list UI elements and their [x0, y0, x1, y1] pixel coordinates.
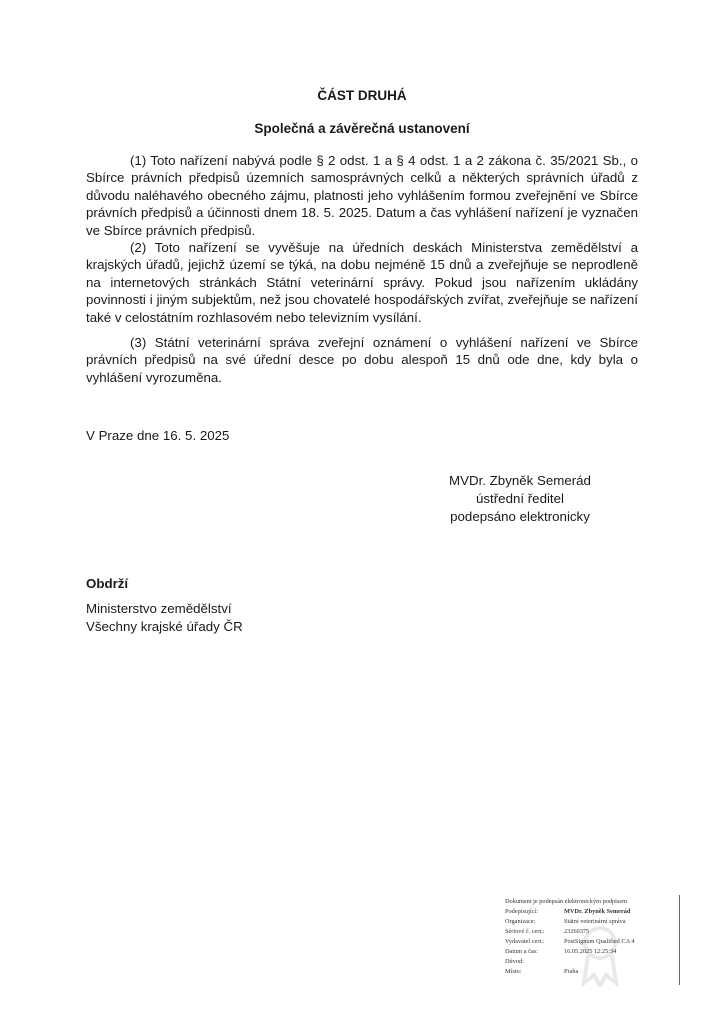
place-and-date: V Praze dne 16. 5. 2025: [86, 428, 230, 443]
signature-row: [505, 957, 685, 967]
signature-value: Státní veterinární správa: [564, 918, 626, 925]
signature-value: MVDr. Zbyněk Semerád: [564, 908, 631, 915]
signature-label: Důvod:: [505, 958, 524, 965]
signer-name: MVDr. Zbyněk Semerád: [449, 473, 591, 488]
signer-note: podepsáno elektronicky: [450, 509, 590, 524]
recipients-list: [86, 600, 243, 636]
signature-row: [505, 937, 685, 947]
signature-row: [505, 917, 685, 927]
signer-position: ústřední ředitel: [476, 491, 564, 506]
signature-heading: Dokument je podepsán elektronickým podpisem: [505, 898, 628, 905]
signature-value: 16.05.2025 12:25:34: [564, 948, 617, 955]
part-title: ČÁST DRUHÁ: [317, 88, 407, 103]
signer-block: [430, 472, 610, 526]
signature-label: Datum a čas:: [505, 948, 538, 955]
signature-label: Místo:: [505, 968, 522, 975]
signature-row: [505, 947, 685, 957]
electronic-signature-block: [505, 897, 685, 992]
signature-label: Organizace:: [505, 918, 536, 925]
signature-label: Vydavatel cert.:: [505, 938, 545, 945]
paragraph-2: (2) Toto nařízení se vyvěšuje na úředních deskách Ministerstva zemědělství a krajských úřadů, jejichž území se týká, na dobu nejméně 15 dnů a zveřejňuje se neprodleně na internetových stránkách Státní veterinární správy. Pokud jsou nařízením ukládány povinnosti i jiným subjektům, než jsou chovatelé hospodářských zvířat, zveřejňuje se nařízení také v celostátním rozhlasovém nebo televizním vysílání.: [86, 240, 638, 325]
signature-value: [564, 957, 685, 967]
signature-value: 23260375: [564, 928, 590, 935]
signature-row: [505, 927, 685, 937]
signature-label: Sériové č. cert.:: [505, 928, 545, 935]
paragraph-3: (3) Státní veterinární správa zveřejní oznámení o vyhlášení nařízení ve Sbírce právních předpisů na své úřední desce po dobu alespoň 15 dnů ode dne, kdy byla o vyhlášení vyrozuměna.: [86, 335, 638, 385]
paragraph-1: (1) Toto nařízení nabývá podle § 2 odst. 1 a § 4 odst. 1 a 2 zákona č. 35/2021 Sb., o Sbírce právních předpisů územních samosprávných celků a některých správních úřadů z důvodu naléhavého obecného zájmu, platnosti jeho vyhlášením formou zveřejnění ve Sbírce právních předpisů a účinnosti dnem 18. 5. 2025. Datum a čas vyhlášení nařízení je vyznačen ve Sbírce právních předpisů.: [86, 153, 638, 238]
recipient-item: Všechny krajské úřady ČR: [86, 619, 243, 634]
signature-label: Podepisující:: [505, 908, 538, 915]
recipients-title: Obdrží: [86, 576, 129, 591]
signature-row: [505, 967, 685, 977]
signature-row: [505, 907, 685, 917]
signature-value: Praha: [564, 968, 579, 975]
signature-divider: [679, 895, 680, 985]
section-title: Společná a závěrečná ustanovení: [254, 121, 470, 136]
recipient-item: Ministerstvo zemědělství: [86, 601, 232, 616]
signature-value: PostSignum Qualified CA 4: [564, 938, 635, 945]
